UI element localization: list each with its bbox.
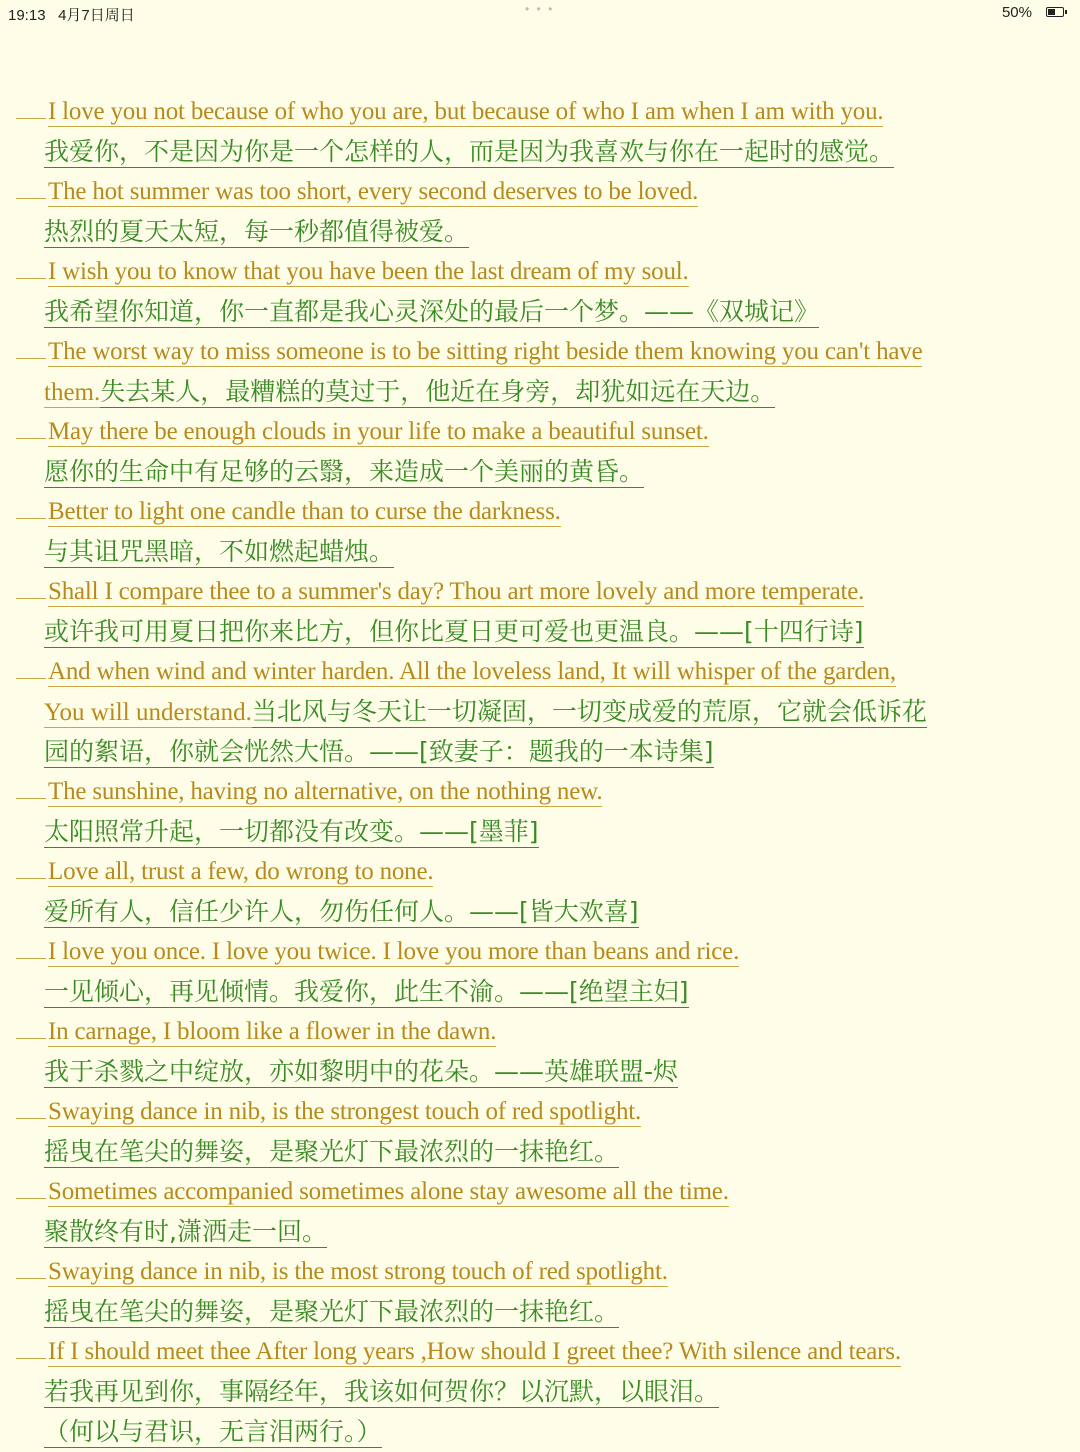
english-line <box>16 92 1066 132</box>
chinese-line <box>16 1372 1066 1412</box>
quote-entry <box>16 852 1066 932</box>
chinese-line <box>16 812 1066 852</box>
english-text: Swaying dance in nib, is the most strong touch of red spotlight. <box>48 1258 668 1285</box>
quote-entry <box>16 1092 1066 1172</box>
quote-entry <box>16 772 1066 852</box>
quote-entry <box>16 1012 1066 1092</box>
english-line <box>16 252 1066 292</box>
blank-underline <box>16 652 46 679</box>
chinese-text: 若我再见到你，事隔经年，我该如何贺你？以沉默，以眼泪。 <box>44 1377 720 1406</box>
english-text: Love all, trust a few, do wrong to none. <box>48 858 434 885</box>
blank-underline <box>16 92 46 119</box>
english-line <box>16 1252 1066 1292</box>
blank-underline <box>16 1172 46 1199</box>
english-text: The sunshine, having no alternative, on the nothing new. <box>48 778 603 805</box>
english-text: And when wind and winter harden. All the loveless land, It will whisper of the garden, <box>48 658 896 685</box>
blank-underline <box>16 412 46 439</box>
chinese-line <box>16 1052 1066 1092</box>
english-line <box>16 1092 1066 1132</box>
english-text: Sometimes accompanied sometimes alone stay awesome all the time. <box>48 1178 729 1205</box>
quote-entry <box>16 572 1066 652</box>
chinese-line <box>16 892 1066 932</box>
blank-underline <box>16 1012 46 1039</box>
blank-underline <box>16 572 46 599</box>
chinese-line <box>16 612 1066 652</box>
english-text: I wish you to know that you have been the last dream of my soul. <box>48 258 689 285</box>
status-bar <box>0 0 1080 28</box>
english-line <box>16 652 1066 692</box>
english-line <box>16 332 1066 372</box>
blank-underline <box>16 852 46 879</box>
english-line <box>16 1172 1066 1212</box>
english-text: If I should meet thee After long years ,How should I greet thee? With silence and tears. <box>48 1338 901 1365</box>
blank-underline <box>16 772 46 799</box>
quote-entry <box>16 652 1066 772</box>
status-time-date <box>8 4 135 25</box>
blank-underline <box>16 1092 46 1119</box>
english-text: I love you once. I love you twice. I love you more than beans and rice. <box>48 938 740 965</box>
chinese-text: 热烈的夏天太短，每一秒都值得被爱。 <box>44 217 470 246</box>
english-text: Better to light one candle than to curse the darkness. <box>48 498 561 525</box>
chinese-line <box>16 372 1066 412</box>
chinese-text: 或许我可用夏日把你来比方，但你比夏日更可爱也更温良。——[十四行诗] <box>44 617 864 646</box>
quote-entry <box>16 92 1066 172</box>
chinese-text: 我爱你，不是因为你是一个怎样的人，而是因为我喜欢与你在一起时的感觉。 <box>44 137 895 166</box>
chinese-text: （何以与君识，无言泪两行。） <box>44 1417 382 1446</box>
battery-percent: 50% <box>1001 4 1032 21</box>
english-line <box>16 572 1066 612</box>
english-text: May there be enough clouds in your life to make a beautiful sunset. <box>48 418 709 445</box>
english-text: The worst way to miss someone is to be sitting right beside them knowing you can't have <box>48 338 923 365</box>
english-line <box>16 772 1066 812</box>
blank-underline <box>16 332 46 359</box>
chinese-text: 当北风与冬天让一切凝固，一切变成爱的荒原，它就会低诉花 <box>251 697 927 726</box>
chinese-text: 愿你的生命中有足够的云翳，来造成一个美丽的黄昏。 <box>44 457 645 486</box>
english-text: Swaying dance in nib, is the strongest touch of red spotlight. <box>48 1098 642 1125</box>
battery-icon <box>1046 7 1064 17</box>
chinese-text: 摇曳在笔尖的舞姿，是聚光灯下最浓烈的一抹艳红。 <box>44 1297 620 1326</box>
chinese-line <box>16 132 1066 172</box>
blank-underline <box>16 1252 46 1279</box>
english-line <box>16 172 1066 212</box>
quote-entry <box>16 492 1066 572</box>
chinese-text: 我于杀戮之中绽放，亦如黎明中的花朵。——英雄联盟-烬 <box>44 1057 679 1086</box>
quote-entry <box>16 412 1066 492</box>
english-line <box>16 932 1066 972</box>
chinese-line <box>16 532 1066 572</box>
chinese-line <box>16 452 1066 492</box>
english-text: Shall I compare thee to a summer's day? Thou art more lovely and more temperate. <box>48 578 865 605</box>
english-continuation: You will understand. <box>44 699 252 726</box>
quote-entry <box>16 172 1066 252</box>
chinese-text: 失去某人，最糟糕的莫过于，他近在身旁，却犹如远在天边。 <box>100 377 776 406</box>
english-line <box>16 1012 1066 1052</box>
blank-underline <box>16 1332 46 1359</box>
chinese-line <box>16 692 1066 732</box>
quote-entry <box>16 1252 1066 1332</box>
chinese-text: 我希望你知道，你一直都是我心灵深处的最后一个梦。——《双城记》 <box>44 297 820 326</box>
quote-entry <box>16 252 1066 332</box>
chinese-line <box>16 212 1066 252</box>
chinese-text: 爱所有人，信任少许人，勿伤任何人。——[皆大欢喜] <box>44 897 639 926</box>
english-line <box>16 492 1066 532</box>
chinese-line <box>16 972 1066 1012</box>
status-time: 19:13 <box>8 7 46 24</box>
quote-entry <box>16 932 1066 1012</box>
chinese-text: 一见倾心，再见倾情。我爱你，此生不渝。——[绝望主妇] <box>44 977 689 1006</box>
chinese-line-continued <box>16 1412 1066 1452</box>
chinese-text: 摇曳在笔尖的舞姿，是聚光灯下最浓烈的一抹艳红。 <box>44 1137 620 1166</box>
chinese-text: 聚散终有时,潇洒走一回。 <box>44 1217 327 1246</box>
english-line <box>16 1332 1066 1372</box>
english-text: In carnage, I bloom like a flower in the dawn. <box>48 1018 497 1045</box>
multitasking-dots-icon[interactable]: • • • <box>525 2 555 16</box>
chinese-line <box>16 292 1066 332</box>
english-continuation: them. <box>44 379 101 406</box>
chinese-line <box>16 1212 1066 1252</box>
blank-underline <box>16 492 46 519</box>
chinese-line-continued <box>16 732 1066 772</box>
status-date: 4月7日周日 <box>58 7 135 24</box>
chinese-line <box>16 1292 1066 1332</box>
chinese-text: 园的絮语，你就会恍然大悟。——[致妻子：题我的一本诗集] <box>44 737 714 766</box>
quote-entry <box>16 1332 1066 1452</box>
chinese-line <box>16 1132 1066 1172</box>
chinese-text: 与其诅咒黑暗，不如燃起蜡烛。 <box>44 537 395 566</box>
blank-underline <box>16 932 46 959</box>
quote-entry <box>16 332 1066 412</box>
chinese-text: 太阳照常升起，一切都没有改变。——[墨菲] <box>44 817 539 846</box>
blank-underline <box>16 252 46 279</box>
quote-entry <box>16 1172 1066 1252</box>
english-line <box>16 852 1066 892</box>
english-line <box>16 412 1066 452</box>
english-text: The hot summer was too short, every second deserves to be loved. <box>48 178 699 205</box>
blank-underline <box>16 172 46 199</box>
english-text: I love you not because of who you are, but because of who I am when I am with you. <box>48 98 884 125</box>
notes-body[interactable] <box>16 92 1066 1452</box>
